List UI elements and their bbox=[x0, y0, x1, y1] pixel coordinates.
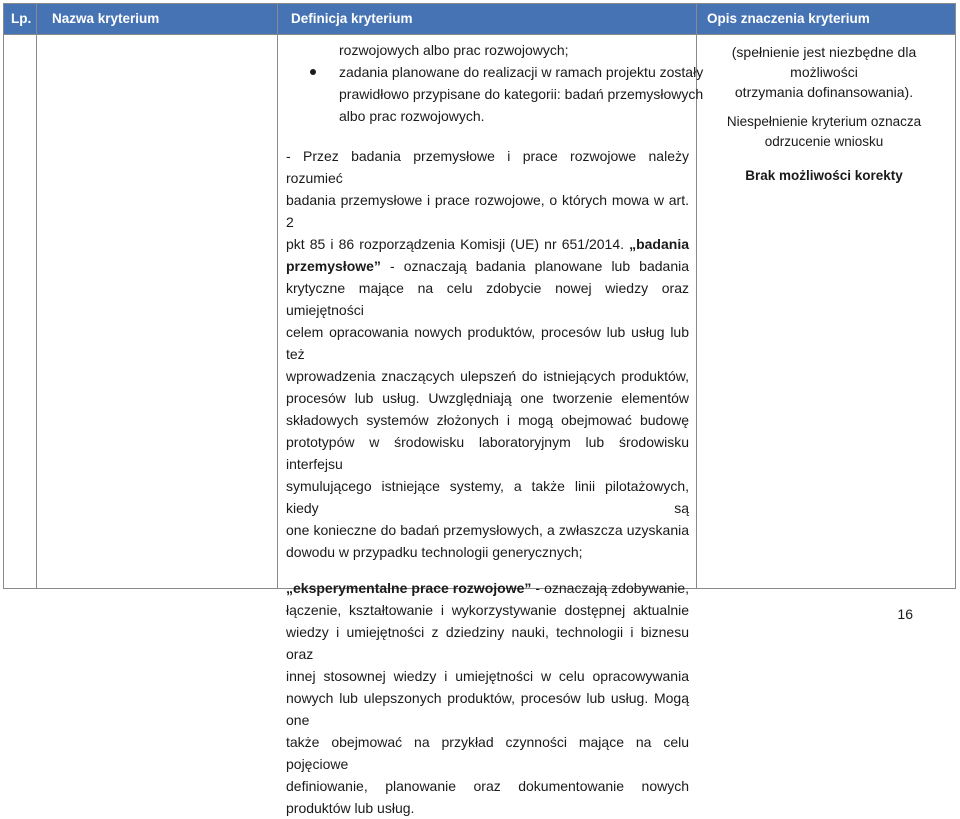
column-divider-lp bbox=[36, 4, 37, 588]
definition-line: definiowanie, planowanie oraz dokumentowanie nowych bbox=[286, 778, 689, 794]
page-number: 16 bbox=[897, 606, 913, 622]
definition-line: albo prac rozwojowych. bbox=[339, 108, 485, 124]
header-definition: Definicja kryterium bbox=[291, 11, 413, 26]
definition-line: prototypów w środowisku laboratoryjnym lub środowisku interfejsu bbox=[286, 434, 689, 472]
definition-line: rozwojowych albo prac rozwojowych; bbox=[339, 42, 569, 58]
header-name: Nazwa kryterium bbox=[52, 11, 160, 26]
meaning-cell bbox=[699, 42, 949, 186]
term-experimental-development: „eksperymentalne prace rozwojowe” bbox=[286, 580, 532, 596]
definition-line: prawidłowo przypisane do kategorii: badań przemysłowych bbox=[339, 86, 704, 102]
definition-line: produktów lub usług. bbox=[286, 800, 415, 816]
definition-line: łączenie, kształtowanie i wykorzystywanie dostępnej aktualnie bbox=[286, 602, 689, 618]
definition-text: pkt 85 i 86 rozporządzenia Komisji (UE) nr 651/2014. bbox=[286, 236, 624, 252]
definition-text: - oznaczają zdobywanie, bbox=[535, 580, 689, 596]
meaning-text: (spełnienie jest niezbędne dla możliwości bbox=[731, 44, 917, 80]
meaning-text: odrzucenie wniosku bbox=[764, 134, 884, 149]
term-industrial-research-cont: przemysłowe” bbox=[286, 258, 381, 274]
definition-line: dowodu w przypadku technologii generycznych; bbox=[286, 544, 583, 560]
definition-line: innej stosownej wiedzy i umiejętności w celu opracowywania bbox=[286, 668, 689, 684]
table-header bbox=[4, 4, 955, 34]
bullet-icon bbox=[310, 69, 316, 75]
definition-line: zadania planowane do realizacji w ramach projektu zostały bbox=[339, 64, 704, 80]
meaning-note: Brak możliwości korekty bbox=[745, 168, 903, 183]
definition-cell bbox=[286, 39, 704, 819]
definition-line: składowych systemów złożonych i mogą obejmować budowę bbox=[286, 412, 689, 428]
definition-line: krytyczne mające na celu zdobycie nowej wiedzy oraz umiejętności bbox=[286, 280, 689, 318]
header-divider bbox=[4, 34, 955, 35]
meaning-text: Niespełnienie kryterium oznacza bbox=[726, 114, 922, 129]
column-divider-name bbox=[277, 4, 278, 588]
header-meaning: Opis znaczenia kryterium bbox=[707, 11, 870, 26]
definition-line: procesów lub usług. Uwzględniają one tworzenie elementów bbox=[286, 390, 689, 406]
definition-line: także obejmować na przykład czynności mające na celu pojęciowe bbox=[286, 734, 689, 772]
definition-line: celem opracowania nowych produktów, procesów lub usług lub też bbox=[286, 324, 689, 362]
definition-line bbox=[286, 233, 689, 255]
definition-text: - oznaczają badania planowane lub badania bbox=[390, 258, 690, 274]
definition-line: one konieczne do badań przemysłowych, a zwłaszcza uzyskania bbox=[286, 522, 689, 538]
meaning-text: otrzymania dofinansowania). bbox=[734, 84, 914, 100]
definition-line: badania przemysłowe i prace rozwojowe, o których mowa w art. 2 bbox=[286, 192, 689, 230]
spacer bbox=[286, 127, 689, 145]
spacer bbox=[286, 563, 689, 577]
definition-line bbox=[286, 577, 689, 599]
definition-bullet bbox=[286, 61, 704, 83]
definition-line: wprowadzenia znaczących ulepszeń do istniejących produktów, bbox=[286, 368, 689, 384]
definition-line bbox=[286, 255, 689, 277]
header-lp: Lp. bbox=[11, 11, 32, 26]
definition-line: nowych lub ulepszonych produktów, procesów lub usług. Mogą one bbox=[286, 690, 689, 728]
term-industrial-research: „badania bbox=[629, 236, 689, 252]
definition-line: symulującego istniejące systemy, a także linii pilotażowych, kiedy są bbox=[286, 478, 689, 516]
definition-line: wiedzy i umiejętności z dziedziny nauki, technologii i biznesu oraz bbox=[286, 624, 689, 662]
definition-line: - Przez badania przemysłowe i prace rozwojowe należy rozumieć bbox=[286, 148, 689, 186]
